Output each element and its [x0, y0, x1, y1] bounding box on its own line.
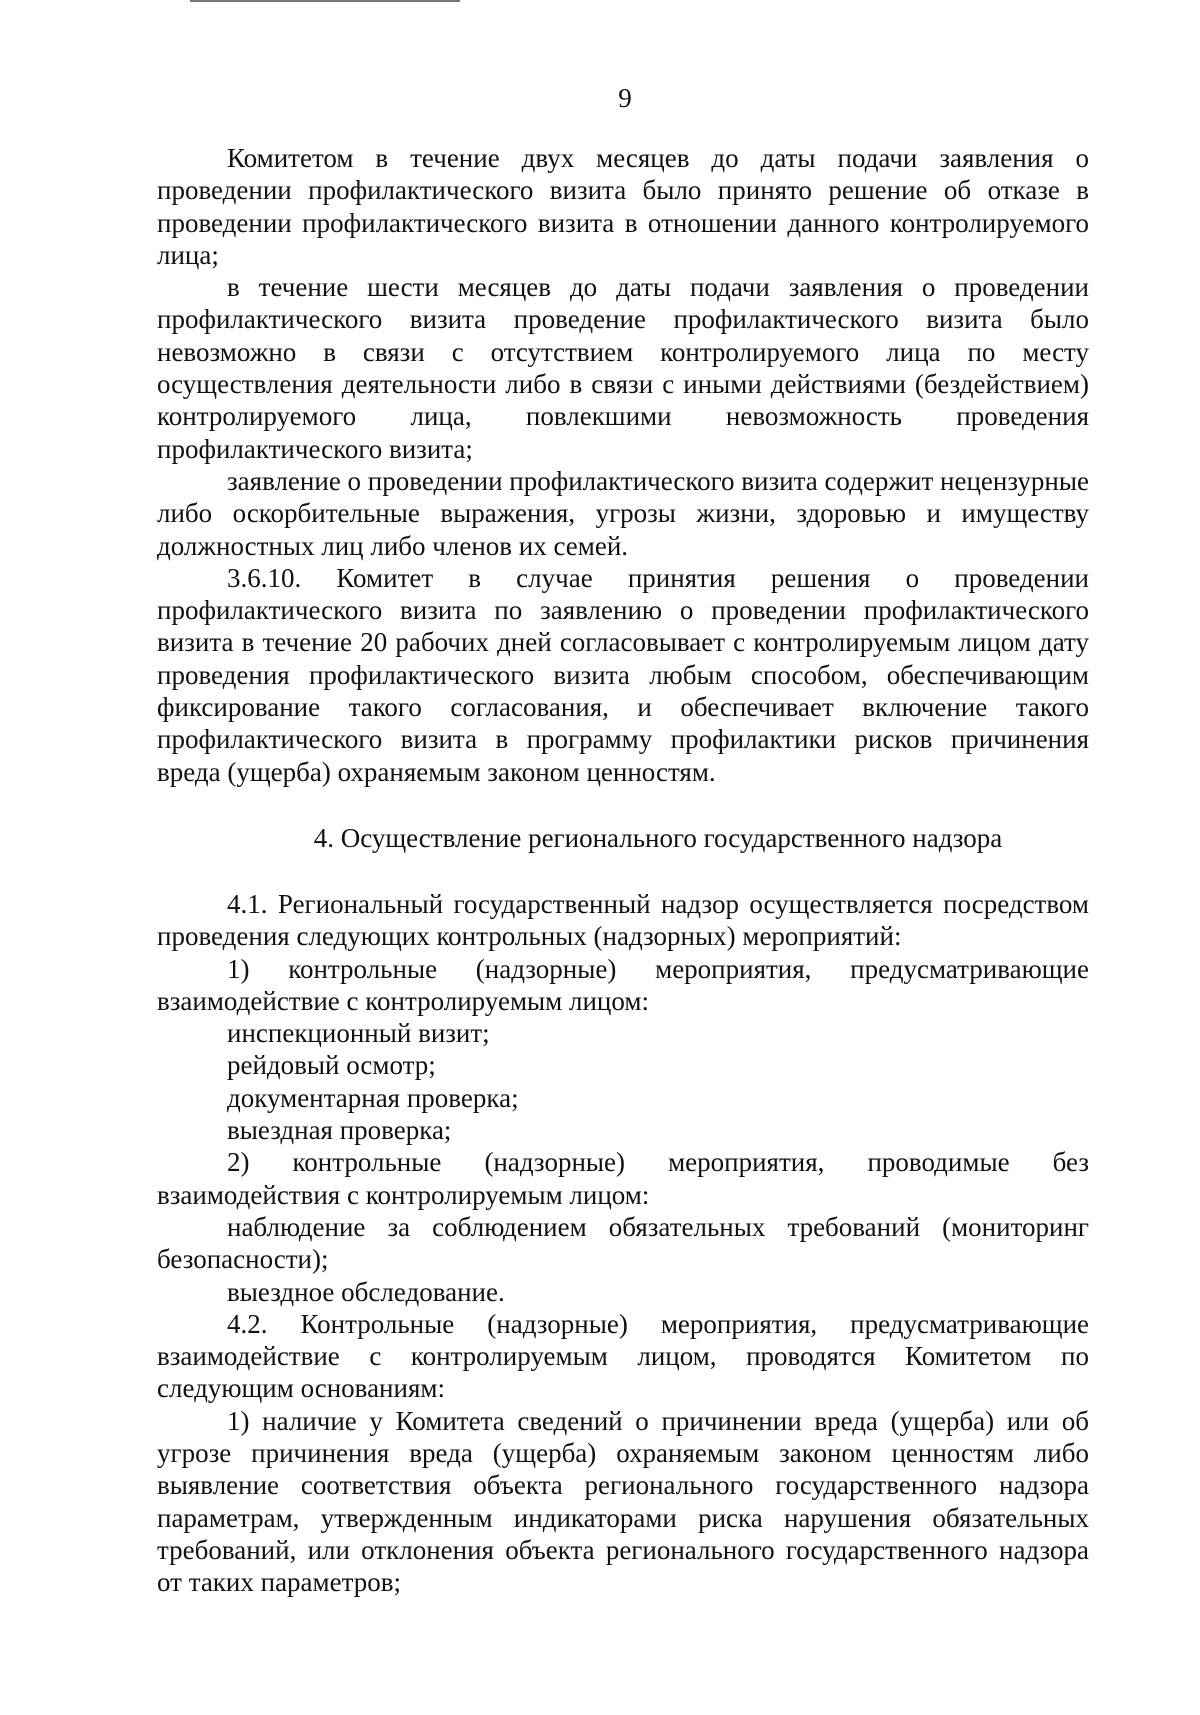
- paragraph: 1) наличие у Комитета сведений о причинении вреда (ущерба) или об угрозе причинения вреда (ущерба) охраняемым законом ценностям либо выявление соответствия объекта регионального государственного надзора параметрам, утвержденным индикаторами риска нарушения обязательных требований, или отклонения объекта регионального государственного надзора от таких параметров;: [157, 1405, 1089, 1598]
- paragraph: 4.2. Контрольные (надзорные) мероприятия, предусматривающие взаимодействие с контролируемым лицом, проводятся Комитетом по следующим основаниям:: [157, 1308, 1089, 1404]
- list-item: выездное обследование.: [227, 1276, 505, 1307]
- list-item: выездная проверка;: [227, 1115, 452, 1146]
- document-body: [157, 142, 1089, 1598]
- paragraph: заявление о проведении профилактического визита содержит нецензурные либо оскорбительные выражения, угрозы жизни, здоровью и имуществу должностных лиц либо членов их семей.: [157, 465, 1090, 561]
- scan-edge-line: [190, 0, 460, 2]
- paragraph: 2) контрольные (надзорные) мероприятия, проводимые без взаимодействия с контролируемым лицом:: [157, 1147, 1089, 1210]
- list-item: инспекционный визит;: [227, 1018, 490, 1049]
- list-item: наблюдение за соблюдением обязательных требований (мониторинг безопасности);: [157, 1211, 1089, 1275]
- paragraph: 4.1. Региональный государственный надзор осуществляется посредством проведения следующих контрольных (надзорных) мероприятий:: [157, 888, 1089, 952]
- paragraph: 3.6.10. Комитет в случае принятия решения о проведении профилактического визита по заявлению о проведении профилактического визита в течение 20 рабочих дней согласовывает с контролируемым лицом дату проведения профилактического визита любым способом, обеспечивающим фиксирование такого согласования, и обеспечивает включение такого профилактического визита в программу профилактики рисков причинения вреда (ущерба) охраняемым законом ценностям.: [157, 562, 1089, 787]
- paragraph: Комитетом в течение двух месяцев до даты подачи заявления о проведении профилактического визита было принято решение об отказе в проведении профилактического визита в отношении данного контролируемого лица;: [157, 143, 1089, 270]
- page-number: 9: [618, 83, 632, 113]
- paragraph: 1) контрольные (надзорные) мероприятия, предусматривающие взаимодействие с контролируемым лицом:: [157, 953, 1089, 1016]
- paragraph: в течение шести месяцев до даты подачи заявления о проведении профилактического визита проведение профилактического визита было невозможно в связи с отсутствием контролируемого лица по месту осуществления деятельности либо в связи с иными действиями (бездействием) контролируемого лица, повлекшими невозможность проведения профилактического визита;: [157, 272, 1089, 464]
- list-item: рейдовый осмотр;: [227, 1050, 436, 1081]
- section-heading: 4. Осуществление регионального государственного надзора: [313, 822, 1003, 853]
- list-item: документарная проверка;: [227, 1082, 519, 1113]
